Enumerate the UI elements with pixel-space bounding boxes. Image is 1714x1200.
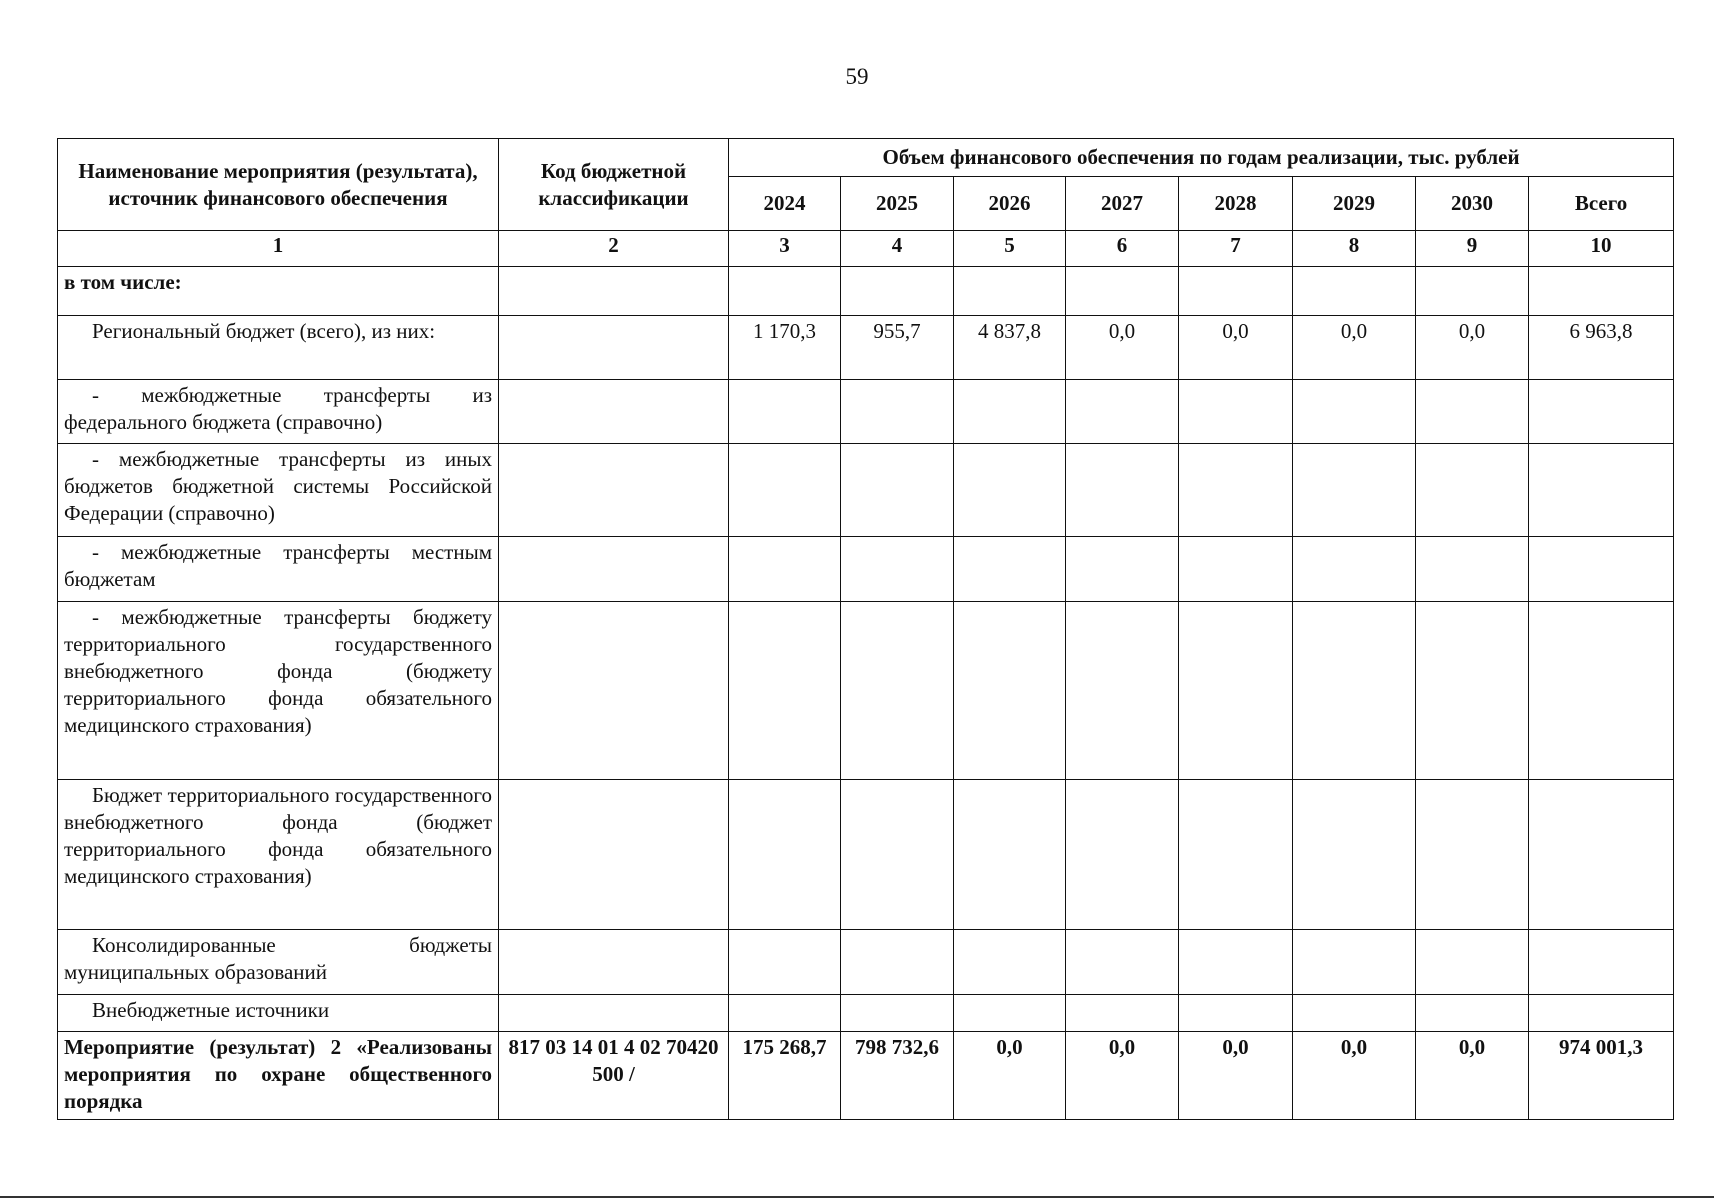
row-name: Бюджет территориального государственного внебюджетного фонда (бюджет территориального фонда обязательного медицинского страхования) [58,780,499,930]
row-value [1066,380,1179,444]
table-row [58,1032,1674,1120]
row-value [1066,930,1179,995]
row-name: Внебюджетные источники [58,995,499,1032]
row-value [1179,930,1293,995]
column-number: 5 [954,231,1066,267]
row-value [1293,444,1416,537]
row-value [841,602,954,780]
row-name: - межбюджетные трансферты бюджету территориального государственного внебюджетного фонда (бюджету территориального фонда обязательного медицинского страхования) [58,602,499,780]
row-value: 0,0 [1179,1032,1293,1120]
page-number: 59 [845,64,869,89]
row-value [841,444,954,537]
table-row [58,380,1674,444]
row-value [1293,380,1416,444]
header-year: 2026 [954,177,1066,231]
row-value [1293,537,1416,602]
row-value [729,380,841,444]
row-value [1066,780,1179,930]
column-number: 3 [729,231,841,267]
header-year: 2030 [1416,177,1529,231]
row-value [1179,444,1293,537]
row-value [1416,930,1529,995]
header-year: 2025 [841,177,954,231]
row-value [729,930,841,995]
row-value [841,930,954,995]
row-value [1416,267,1529,316]
row-code [499,602,729,780]
row-value: 0,0 [954,1032,1066,1120]
row-value [1529,537,1674,602]
row-name: Мероприятие (результат) 2 «Реализованы мероприятия по охране общественного порядка [58,1032,499,1120]
row-value [1416,780,1529,930]
row-value [729,602,841,780]
row-name: Консолидированные бюджеты муниципальных образований [58,930,499,995]
row-value [1293,930,1416,995]
row-value: 0,0 [1179,316,1293,380]
row-value: 6 963,8 [1529,316,1674,380]
row-value [729,444,841,537]
row-code [499,995,729,1032]
row-value [729,995,841,1032]
row-code [499,267,729,316]
header-name: Наименование мероприятия (результата), источник финансового обеспечения [58,139,499,231]
row-name: в том числе: [58,267,499,316]
row-value [1529,780,1674,930]
row-value: 0,0 [1066,316,1179,380]
scan-edge-line [0,1196,1714,1198]
column-number: 9 [1416,231,1529,267]
row-value [954,267,1066,316]
row-value [1066,995,1179,1032]
column-number: 6 [1066,231,1179,267]
row-value [954,444,1066,537]
row-value: 974 001,3 [1529,1032,1674,1120]
row-value [954,780,1066,930]
row-code [499,930,729,995]
column-number: 4 [841,231,954,267]
header-volume: Объем финансового обеспечения по годам реализации, тыс. рублей [729,139,1674,177]
table-row [58,537,1674,602]
row-value [841,537,954,602]
row-value [729,537,841,602]
row-value [1416,380,1529,444]
row-value: 0,0 [1066,1032,1179,1120]
row-value: 4 837,8 [954,316,1066,380]
row-value [1416,537,1529,602]
column-number: 10 [1529,231,1674,267]
row-value [1179,380,1293,444]
row-value [1179,995,1293,1032]
row-value: 798 732,6 [841,1032,954,1120]
row-code [499,380,729,444]
row-name: Региональный бюджет (всего), из них: [58,316,499,380]
row-value [1416,602,1529,780]
row-value [1293,995,1416,1032]
row-name: - межбюджетные трансферты местным бюджетам [58,537,499,602]
row-value [1529,444,1674,537]
row-value: 0,0 [1416,1032,1529,1120]
row-value [841,780,954,930]
row-value [1293,267,1416,316]
row-value [729,267,841,316]
row-value [841,380,954,444]
row-value [954,380,1066,444]
header-total: Всего [1529,177,1674,231]
row-value: 175 268,7 [729,1032,841,1120]
header-code: Код бюджетной классификации [499,139,729,231]
column-number: 2 [499,231,729,267]
row-value [954,537,1066,602]
header-year: 2029 [1293,177,1416,231]
row-value [1416,995,1529,1032]
table-row [58,602,1674,780]
row-value [1066,444,1179,537]
row-value [954,930,1066,995]
row-value [1066,602,1179,780]
row-value [1066,537,1179,602]
row-value [841,267,954,316]
row-value [1529,380,1674,444]
header-year: 2024 [729,177,841,231]
row-value [1179,780,1293,930]
row-value [1529,267,1674,316]
table-row [58,316,1674,380]
row-value [729,780,841,930]
table-row [58,444,1674,537]
row-code [499,444,729,537]
row-value [841,995,954,1032]
row-value [1529,995,1674,1032]
row-value: 0,0 [1293,316,1416,380]
column-numbers-row [58,231,1674,267]
row-code: 817 03 14 01 4 02 70420 500 / [499,1032,729,1120]
column-number: 8 [1293,231,1416,267]
table-row [58,780,1674,930]
table-row [58,267,1674,316]
row-value [954,995,1066,1032]
header-year: 2027 [1066,177,1179,231]
row-value [1529,930,1674,995]
row-value: 955,7 [841,316,954,380]
row-value: 1 170,3 [729,316,841,380]
row-value [1066,267,1179,316]
row-name: - межбюджетные трансферты из федерального бюджета (справочно) [58,380,499,444]
row-value [1179,267,1293,316]
column-number: 7 [1179,231,1293,267]
row-name: - межбюджетные трансферты из иных бюджетов бюджетной системы Российской Федерации (справочно) [58,444,499,537]
row-value: 0,0 [1293,1032,1416,1120]
header-year: 2028 [1179,177,1293,231]
row-code [499,537,729,602]
financing-table [57,138,1674,1120]
column-number: 1 [58,231,499,267]
row-value [1293,602,1416,780]
table-row [58,930,1674,995]
row-value [1416,444,1529,537]
row-value [1179,537,1293,602]
row-code [499,316,729,380]
row-code [499,780,729,930]
row-value [1179,602,1293,780]
row-value [1293,780,1416,930]
row-value [954,602,1066,780]
row-value: 0,0 [1416,316,1529,380]
table-row [58,995,1674,1032]
row-value [1529,602,1674,780]
